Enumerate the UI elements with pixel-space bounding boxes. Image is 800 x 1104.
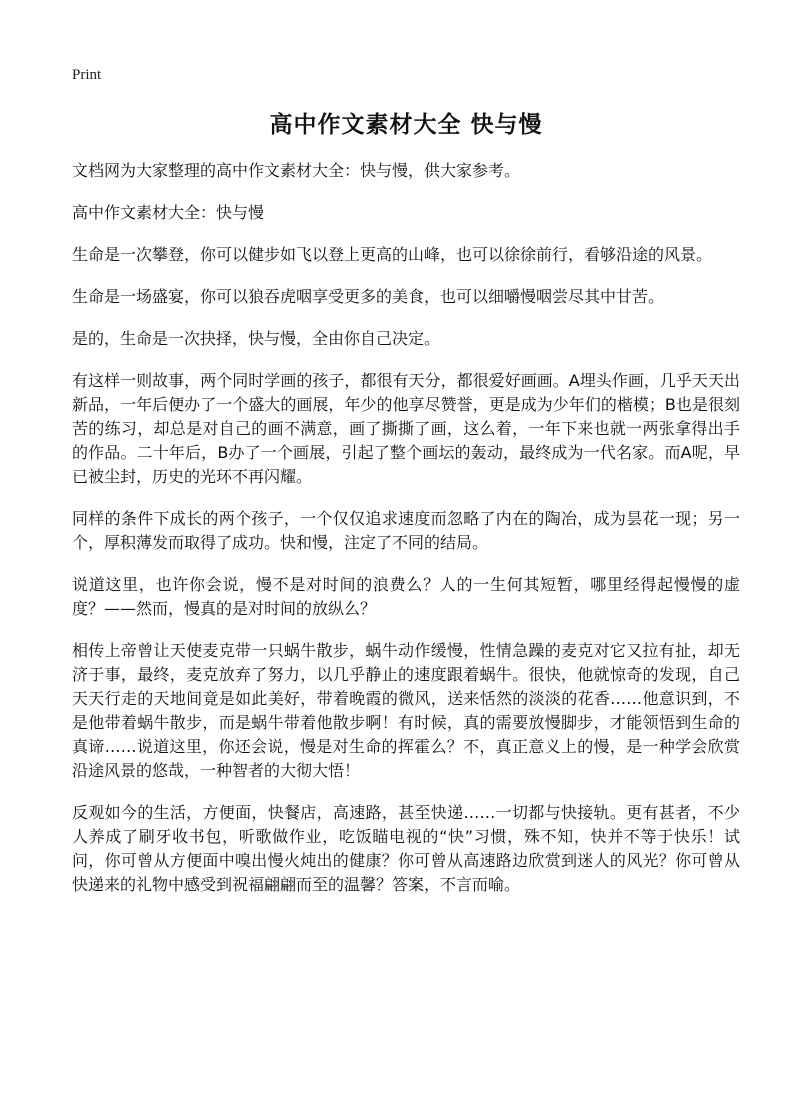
paragraph: 是的，生命是一次抉择，快与慢，全由你自己决定。 — [72, 329, 441, 348]
print-link[interactable]: Print — [72, 67, 102, 83]
paragraph-subtitle: 高中作文素材大全：快与慢 — [72, 203, 265, 222]
paragraph: 同样的条件下成长的两个孩子，一个仅仅追求速度而忽略了内在的陶冶，成为昙花一现；另一个，厚积薄发而取得了成功。快和慢，注定了不同的结局。 — [72, 509, 740, 552]
paragraph: 相传上帝曾让天使麦克带一只蜗牛散步，蜗牛动作缓慢，性情急躁的麦克对它又拉有扯，却无济于事，最终，麦克放弃了努力，以几乎静止的速度跟着蜗牛。很快，他就惊奇的发现，自己天天行走的天地间竟是如此美好，带着晚霞的微风，送来恬然的淡淡的花香……他意识到，不是他带着蜗牛散步，而是蜗牛带着他散步啊！有时候，真的需要放慢脚步，才能领悟到生命的真谛……说道这里，你还会说，慢是对生命的挥霍么？不，真正意义上的慢，是一种学会欣赏沿途风景的悠哉，一种智者的大彻大悟！ — [72, 641, 740, 780]
paragraph: 生命是一次攀登，你可以健步如飞以登上更高的山峰，也可以徐徐前行，看够沿途的风景。 — [72, 245, 713, 264]
paragraph: 反观如今的生活，方便面，快餐店，高速路，甚至快递……一切都与快接轨。更有甚者，不少人养成了刷牙收书包，听歌做作业，吃饭瞄电视的“快”习惯，殊不知，快并不等于快乐！试问，你可曾从方便面中嗅出慢火炖出的健康？你可曾从高速路边欣赏到迷人的风光？你可曾从快递来的礼物中感受到祝福翩翩而至的温馨？答案，不言而喻。 — [72, 803, 740, 894]
paragraph: 说道这里，也许你会说，慢不是对时间的浪费么？人的一生何其短暂，哪里经得起慢慢的虚度？——然而，慢真的是对时间的放纵么？ — [72, 575, 740, 618]
paragraph: 有这样一则故事，两个同时学画的孩子，都很有天分，都很爱好画画。A埋头作画，几乎天天出新品，一年后便办了一个盛大的画展，年少的他享尽赞誉，更是成为少年们的楷模；B也是很刻苦的练习，却总是对自己的画不满意，画了撕撕了画，这么着，一年下来也就一两张拿得出手的作品。二十年后，B办了一个画展，引起了整个画坛的轰动，最终成为一代名家。而A呢，早已被尘封，历史的光环不再闪耀。 — [72, 371, 740, 486]
paragraph: 生命是一场盛宴，你可以狼吞虎咽享受更多的美食，也可以细嚼慢咽尝尽其中甘苦。 — [72, 287, 665, 306]
paragraph-intro: 文档网为大家整理的高中作文素材大全：快与慢，供大家参考。 — [72, 161, 521, 180]
document-title: 高中作文素材大全 快与慢 — [269, 112, 543, 138]
